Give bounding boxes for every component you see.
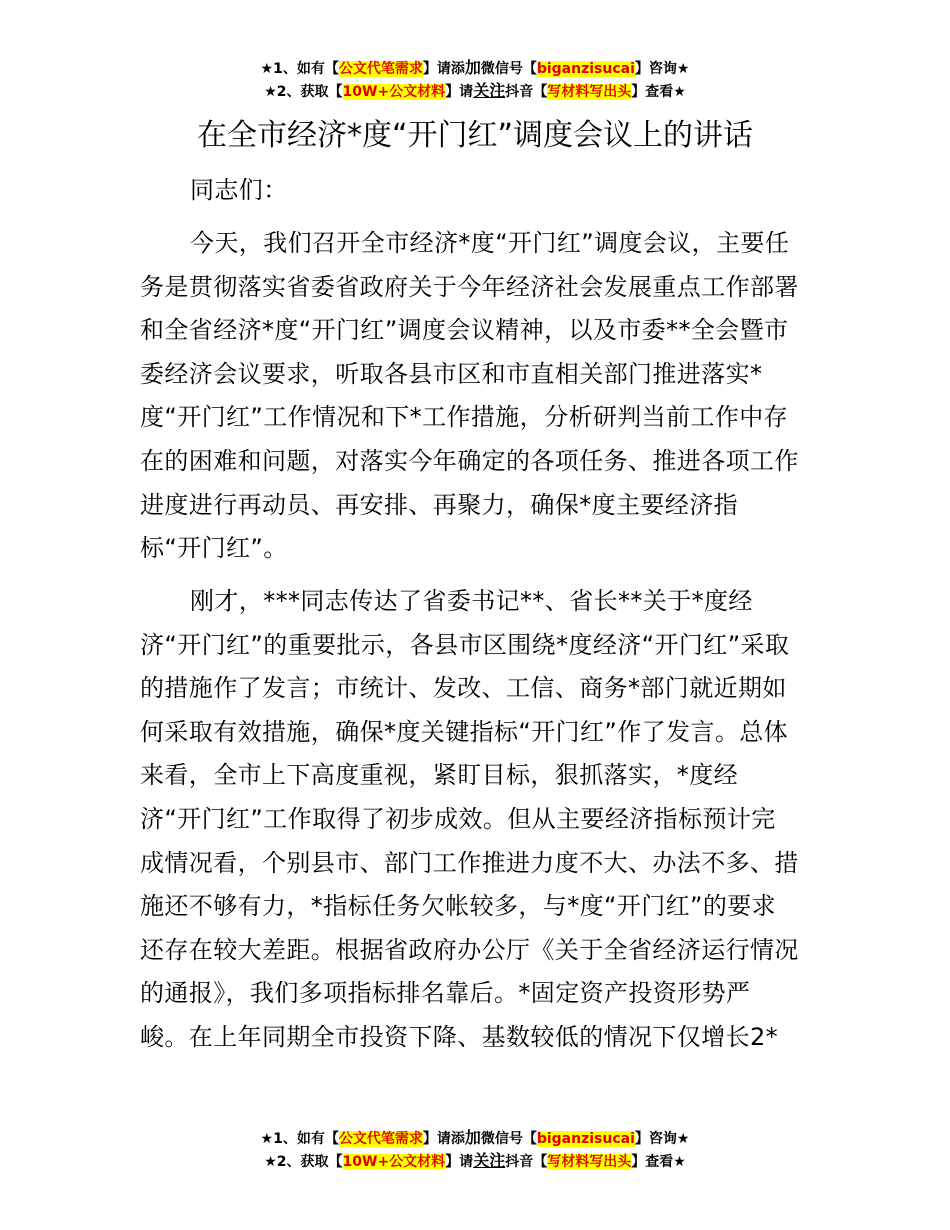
salutation xyxy=(140,169,812,213)
highlight-materials: 10W+公文材料 xyxy=(342,1154,446,1170)
banner-text: 】请 xyxy=(445,84,474,100)
text-line: 成情况看，个别县市、部门工作推进力度不大、办法不多、措 xyxy=(140,848,799,877)
banner-text: 关注 xyxy=(473,81,506,100)
header-banner xyxy=(0,57,950,103)
banner-text: 】请 xyxy=(445,1154,474,1170)
highlight-wechat-id: biganzisucai xyxy=(536,1131,635,1147)
banner-text: 抖音【 xyxy=(505,84,548,100)
highlight-ghostwriting: 公文代笔需求 xyxy=(338,1131,423,1147)
banner-text: 】请添 xyxy=(422,61,465,77)
text-line: 和全省经济*度“开门红”调度会议精神，以及市委**全会暨市 xyxy=(140,316,789,345)
banner-text: 加 xyxy=(464,1128,481,1147)
banner-text: 微信号【 xyxy=(480,61,537,77)
banner-text: 】咨询★ xyxy=(634,1131,690,1147)
paragraph-1 xyxy=(140,222,812,571)
banner-text: 】查看★ xyxy=(631,1154,686,1170)
highlight-douyin: 写材料写出头 xyxy=(547,1154,632,1170)
text-line: 还存在较大差距。根据省政府办公厅《关于全省经济运行情况 xyxy=(140,935,799,964)
banner-text: 关注 xyxy=(473,1151,506,1170)
banner-line-2 xyxy=(0,80,950,103)
banner-text: ★2、获取【 xyxy=(264,84,343,100)
banner-line-2 xyxy=(0,1150,950,1173)
text-line: 济“开门红”工作取得了初步成效。但从主要经济指标预计完 xyxy=(140,804,776,833)
footer-banner xyxy=(0,1127,950,1173)
banner-text: 抖音【 xyxy=(505,1154,548,1170)
banner-text: 】查看★ xyxy=(631,84,686,100)
text-line: 的通报》，我们多项指标排名靠后。*固定资产投资形势严 xyxy=(140,979,751,1008)
text-line: 峻。在上年同期全市投资下降、基数较低的情况下仅增长2* xyxy=(140,1022,779,1051)
banner-text: 微信号【 xyxy=(480,1131,537,1147)
highlight-wechat-id: biganzisucai xyxy=(536,61,635,77)
text-line: 来看，全市上下高度重视，紧盯目标，狠抓落实，*度经 xyxy=(140,761,738,790)
highlight-ghostwriting: 公文代笔需求 xyxy=(338,61,423,77)
text-line: 今天，我们召开全市经济*度“开门红”调度会议，主要任 xyxy=(190,229,790,257)
text-line: 济“开门红”的重要批示，各县市区围绕*度经济“开门红”采取 xyxy=(140,630,790,659)
text-line: 标“开门红”。 xyxy=(140,534,288,563)
document-title: 在全市经济*度“开门红”调度会议上的讲话 xyxy=(196,118,754,153)
banner-text: 加 xyxy=(464,58,481,77)
banner-text: ★1、如有【 xyxy=(260,61,339,77)
text-line: 进度进行再动员、再安排、再聚力，确保*度主要经济指 xyxy=(140,490,738,519)
paragraph-2 xyxy=(140,580,812,1060)
banner-text: ★1、如有【 xyxy=(260,1131,339,1147)
text-line: 务是贯彻落实省委省政府关于今年经济社会发展重点工作部署 xyxy=(140,272,799,301)
banner-line-1 xyxy=(0,1127,950,1150)
highlight-materials: 10W+公文材料 xyxy=(342,84,446,100)
text-line: 的措施作了发言；市统计、发改、工信、商务*部门就近期如 xyxy=(140,674,787,703)
banner-text: ★2、获取【 xyxy=(264,1154,343,1170)
text-line: 何采取有效措施，确保*度关键指标“开门红”作了发言。总体 xyxy=(140,717,789,746)
text-line: 施还不够有力，*指标任务欠帐较多，与*度“开门红”的要求 xyxy=(140,892,777,921)
banner-line-1 xyxy=(0,57,950,80)
text-line: 在的困难和问题，对落实今年确定的各项任务、推进各项工作 xyxy=(140,446,799,475)
banner-text: 】请添 xyxy=(422,1131,465,1147)
text-line: 委经济会议要求，听取各县市区和市直相关部门推进落实* xyxy=(140,359,763,388)
text-line: 度“开门红”工作情况和下*工作措施，分析研判当前工作中存 xyxy=(140,403,789,432)
text-line: 刚才，***同志传达了省委书记**、省长**关于*度经 xyxy=(190,587,753,615)
highlight-douyin: 写材料写出头 xyxy=(547,84,632,100)
banner-text: 】咨询★ xyxy=(634,61,690,77)
salutation-text: 同志们： xyxy=(190,176,288,204)
